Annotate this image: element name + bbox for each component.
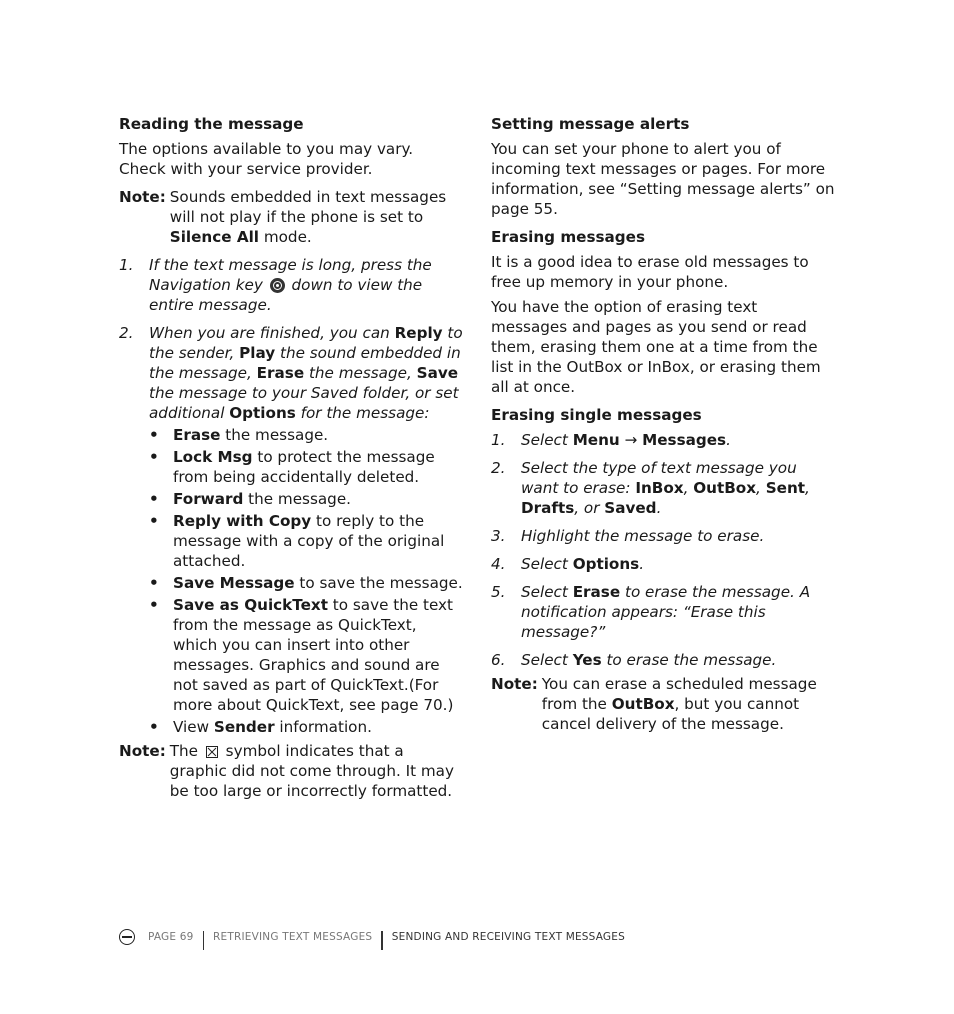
note-graphic	[119, 741, 464, 801]
reply-option: Reply	[394, 324, 443, 342]
brand-logo-icon	[119, 929, 135, 945]
erase-step-2	[491, 458, 836, 518]
step-text-part: Select	[521, 555, 573, 573]
step-text-part: the sound embedded in the message,	[149, 344, 461, 382]
step-text-part: to erase the message.	[601, 651, 777, 669]
alerts-text: You can set your phone to alert you of incoming text messages or pages. For more information, see “Setting message alerts” on page 55.	[491, 140, 835, 218]
bullet-icon: •	[149, 448, 159, 466]
item-bold: Save Message	[173, 574, 295, 592]
note-bold: Silence All	[169, 228, 260, 246]
item-text: information.	[274, 718, 372, 736]
erase-option: Erase	[256, 364, 305, 382]
erasing-paragraph: You have the option of erasing text messages and pages as you send or read them, erasing them one at a time from the list in the OutBox or InBox, or erasing them all at once.	[491, 298, 821, 396]
bullet-icon: •	[149, 426, 159, 444]
step-number: 4.	[491, 555, 506, 573]
item-bold: Lock Msg	[173, 448, 253, 466]
step-text-part: When you are finished, you can	[149, 324, 395, 342]
bullet-icon: •	[149, 490, 159, 508]
chapter-title: SENDING AND RECEIVING TEXT MESSAGES	[391, 931, 625, 943]
footer-divider	[203, 931, 205, 950]
item-bold: Save as QuickText	[173, 596, 328, 614]
item-text: the message.	[220, 426, 329, 444]
step-number: 2.	[119, 324, 134, 342]
step-number: 3.	[491, 527, 506, 545]
page-footer	[119, 926, 625, 948]
step-text-part: to erase the message. A notification appears: “Erase this message?”	[521, 583, 811, 641]
erase-label: Erase	[572, 583, 621, 601]
play-option: Play	[239, 344, 276, 362]
step-text	[149, 323, 464, 423]
reading-intro: The options available to you may vary. Check with your service provider.	[119, 140, 414, 178]
step-text-part: the message,	[304, 364, 417, 382]
save-option: Save	[416, 364, 459, 382]
item-bold: Sender	[213, 718, 275, 736]
missing-graphic-icon	[206, 746, 218, 758]
list-item	[149, 595, 464, 715]
options-label: Options	[572, 555, 640, 573]
note-text: , but you cannot cancel delivery of the message.	[541, 695, 800, 733]
note-text: mode.	[259, 228, 312, 246]
section-title: RETRIEVING TEXT MESSAGES	[213, 931, 373, 943]
step-text-part: , or	[574, 499, 605, 517]
step-text-part: to the sender,	[149, 324, 463, 362]
alerts-heading: Setting message alerts	[491, 115, 690, 133]
item-bold: Forward	[173, 490, 244, 508]
step-text-part: If the text message is long, press the Navigation key	[149, 256, 432, 294]
note-label: Note:	[491, 675, 538, 693]
note-outbox	[491, 674, 836, 734]
note-text: Sounds embedded in text messages will not play if the phone is set to	[169, 188, 447, 226]
item-bold: Erase	[173, 426, 221, 444]
page-number: PAGE 69	[148, 931, 194, 943]
step-number: 1.	[491, 431, 506, 449]
bullet-icon: •	[149, 596, 159, 614]
erase-step-6	[491, 650, 836, 670]
single-heading: Erasing single messages	[491, 406, 702, 424]
erase-step-5	[491, 582, 836, 642]
step-text-part: down to view the entire message.	[149, 276, 423, 314]
step-text-part: .	[726, 431, 731, 449]
note-body	[170, 741, 464, 801]
step-number: 2.	[491, 459, 506, 477]
left-column	[119, 114, 464, 809]
step-text	[521, 458, 836, 518]
step-text-part: Select the type of text message you want to erase:	[521, 459, 797, 497]
step-text	[521, 554, 644, 574]
item-text: to protect the message from being accidentally deleted.	[173, 448, 435, 486]
step-text-part: the message to your Saved folder, or set additional	[149, 384, 459, 422]
step-2	[119, 323, 464, 423]
list-item	[149, 573, 464, 593]
erasing-paragraph: It is a good idea to erase old messages to free up memory in your phone.	[491, 253, 809, 291]
erase-step-3	[491, 526, 836, 546]
options-option: Options	[229, 404, 296, 422]
step-number: 6.	[491, 651, 506, 669]
step-text: Highlight the message to erase.	[521, 527, 765, 545]
step-1	[119, 255, 464, 315]
erase-step-4	[491, 554, 836, 574]
step-text-part: Select	[521, 651, 573, 669]
drafts-label: Drafts	[521, 499, 575, 517]
list-item	[149, 447, 464, 487]
note-label: Note:	[119, 188, 166, 206]
item-text: the message.	[243, 490, 351, 508]
step-text	[521, 650, 776, 670]
item-text: View	[173, 718, 214, 736]
bullet-icon: •	[149, 574, 159, 592]
step-number: 1.	[119, 256, 134, 274]
step-text	[521, 582, 836, 642]
item-text: to save the text from the message as QuickText, which you can insert into other messages. Graphics and sound are not saved as part of QuickText.(For more about QuickText, see page 70.)	[173, 596, 454, 714]
erasing-heading: Erasing messages	[491, 228, 645, 246]
note-body	[170, 187, 464, 247]
note-silence	[119, 187, 464, 247]
note-label: Note:	[119, 742, 166, 760]
step-text-part: ,	[756, 479, 766, 497]
step-text-part: .	[656, 499, 662, 517]
arrow-right-icon: →	[624, 431, 638, 449]
note-text: symbol indicates that a graphic did not come through. It may be too large or incorrectly formatted.	[169, 742, 454, 800]
footer-divider	[381, 931, 383, 950]
list-item	[149, 425, 464, 445]
bullet-icon: •	[149, 718, 159, 736]
step-text	[149, 255, 464, 315]
bullet-icon: •	[149, 512, 159, 530]
right-column	[491, 114, 836, 742]
list-item	[149, 489, 464, 509]
options-list	[149, 425, 464, 737]
step-text-part: Select	[521, 583, 573, 601]
list-item	[149, 717, 464, 737]
sent-label: Sent	[765, 479, 806, 497]
reading-heading: Reading the message	[119, 115, 304, 133]
step-text-part: for the message:	[295, 404, 430, 422]
step-text-part: Select	[521, 431, 573, 449]
inbox-label: InBox	[635, 479, 684, 497]
item-bold: Reply with Copy	[173, 512, 312, 530]
saved-label: Saved	[604, 499, 657, 517]
item-text: to save the message.	[294, 574, 463, 592]
step-number: 5.	[491, 583, 506, 601]
list-item	[149, 511, 464, 571]
erase-step-1	[491, 430, 836, 450]
note-text: You can erase a scheduled message from the	[541, 675, 817, 713]
step-text-part: ,	[805, 479, 810, 497]
step-text-part: ,	[683, 479, 694, 497]
note-bold: OutBox	[611, 695, 675, 713]
outbox-label: OutBox	[693, 479, 757, 497]
yes-label: Yes	[572, 651, 602, 669]
menu-label: Menu	[572, 431, 620, 449]
step-text-part: .	[639, 555, 645, 573]
item-text: to reply to the message with a copy of the original attached.	[173, 512, 445, 570]
note-body	[542, 674, 836, 734]
step-text	[521, 430, 731, 450]
messages-label: Messages	[642, 431, 727, 449]
note-text: The	[169, 742, 203, 760]
navigation-key-icon	[270, 278, 285, 293]
